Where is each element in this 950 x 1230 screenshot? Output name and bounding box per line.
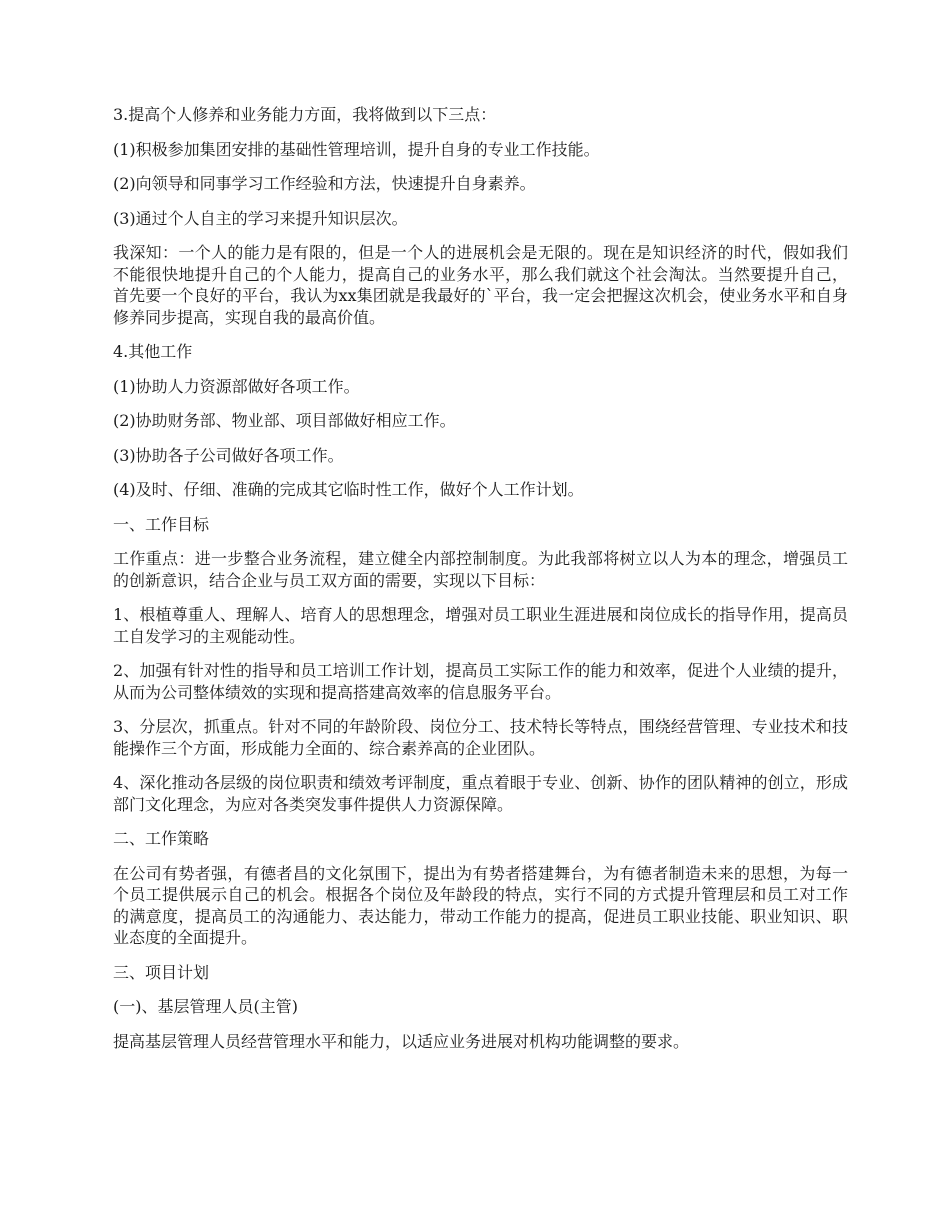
list-item: (2)协助财务部、物业部、项目部做好相应工作。 <box>113 411 456 430</box>
body-paragraph: 我深知：一个人的能力是有限的，但是一个人的进展机会是无限的。现在是知识经济的时代，假如我们不能很快地提升自己的个人能力，提高自己的业务水平，那么我们就这个社会淘汰。当然要提升自己，首先要一个良好的平台，我认为xx集团就是我最好的`平台，我一定会把握这次机会，使业务水平和自身修养同步提高，实现自我的最高价值。 <box>113 243 848 327</box>
project-plan-heading: 三、项目计划 <box>113 962 210 982</box>
goal-item: 1、根植尊重人、理解人、培育人的思想理念，增强对员工职业生涯进展和岗位成长的指导作用，提高员工自发学习的主观能动性。 <box>113 605 848 646</box>
subsection-heading: (一)、基层管理人员(主管) <box>113 997 298 1016</box>
goal-item: 4、深化推动各层级的岗位职责和绩效考评制度，重点着眼于专业、创新、协作的团队精神的创立，形成部门文化理念，为应对各类突发事件提供人力资源保障。 <box>113 773 848 814</box>
work-strategy-heading: 二、工作策略 <box>113 829 210 848</box>
section-4-heading: 4.其他工作 <box>113 342 193 361</box>
list-item: (1)协助人力资源部做好各项工作。 <box>113 376 360 396</box>
list-item: (4)及时、仔细、准确的完成其它临时性工作，做好个人工作计划。 <box>113 480 584 499</box>
body-paragraph: 提高基层管理人员经营管理水平和能力，以适应业务进展对机构功能调整的要求。 <box>113 1031 690 1051</box>
list-item: (1)积极参加集团安排的基础性管理培训，提升自身的专业工作技能。 <box>113 139 600 159</box>
goal-item: 3、分层次，抓重点。针对不同的年龄阶段、岗位分工、技术特长等特点，围绕经营管理、专业技术和技能操作三个方面，形成能力全面的、综合素养高的企业团队。 <box>113 717 848 758</box>
list-item: (3)协助各子公司做好各项工作。 <box>113 445 344 465</box>
list-item: (2)向领导和同事学习工作经验和方法，快速提升自身素养。 <box>113 174 536 193</box>
body-paragraph: 工作重点：进一步整合业务流程，建立健全内部控制制度。为此我部将树立以人为本的理念，增强员工的创新意识，结合企业与员工双方面的需要，实现以下目标： <box>113 549 848 590</box>
section-3-heading: 3.提高个人修养和业务能力方面，我将做到以下三点： <box>113 105 497 124</box>
work-goals-heading: 一、工作目标 <box>113 514 210 534</box>
body-paragraph: 在公司有势者强，有德者昌的文化氛围下，提出为有势者搭建舞台，为有德者制造未来的思想，为每一个员工提供展示自己的机会。根据各个岗位及年龄段的特点，实行不同的方式提升管理层和员工对工作的满意度，提高员工的沟通能力、表达能力，带动工作能力的提高，促进员工职业技能、职业知识、职业态度的全面提升。 <box>113 863 848 947</box>
document-page <box>113 104 848 1065</box>
goal-item: 2、加强有针对性的指导和员工培训工作计划，提高员工实际工作的能力和效率，促进个人业绩的提升，从而为公司整体绩效的实现和提高搭建高效率的信息服务平台。 <box>113 661 848 702</box>
list-item: (3)通过个人自主的学习来提升知识层次。 <box>113 208 408 228</box>
